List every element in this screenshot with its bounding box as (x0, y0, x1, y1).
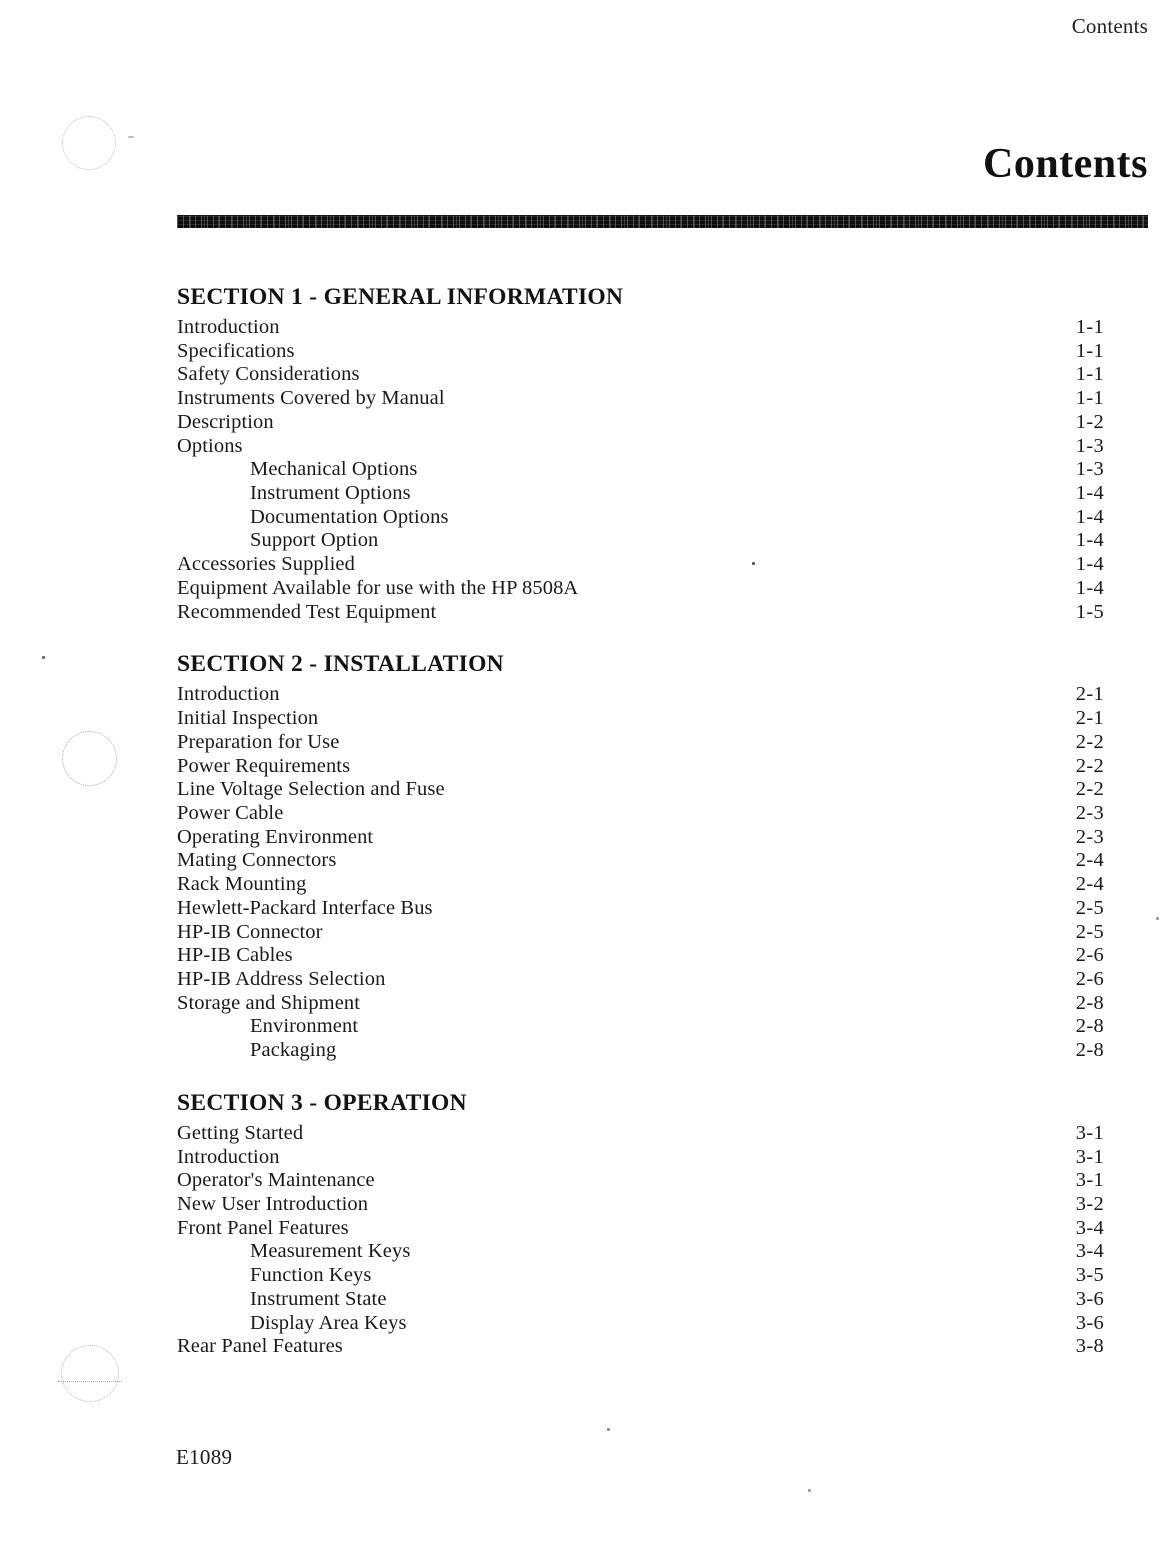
toc-entry-label: Documentation Options (250, 505, 449, 528)
toc-entry-label: Power Cable (177, 801, 284, 824)
toc-entry (177, 1240, 1104, 1264)
section-heading: SECTION 2 - INSTALLATION (177, 651, 504, 678)
toc-entry (177, 944, 1104, 968)
toc-entry-page-number: 2-1 (1075, 683, 1104, 706)
toc-section-2 (177, 651, 1104, 1063)
toc-entry-label: Mechanical Options (250, 458, 418, 481)
toc-entry (177, 849, 1104, 873)
toc-entry (177, 1217, 1104, 1241)
toc-entry-label: Power Requirements (177, 754, 351, 777)
toc-entry-page-number: 1-1 (1075, 387, 1104, 410)
toc-entry-page-number: 2-8 (1075, 991, 1104, 1014)
toc-entry (177, 731, 1104, 755)
toc-entry-label: Instruments Covered by Manual (177, 387, 445, 410)
toc-entry-label: Function Keys (250, 1264, 372, 1287)
toc-entry-page-number: 2-8 (1075, 1015, 1104, 1038)
toc-entry-page-number: 1-1 (1075, 316, 1104, 338)
scan-speck (128, 136, 134, 138)
toc-entry-label: Instrument Options (250, 482, 411, 505)
toc-entry-label: Initial Inspection (177, 707, 319, 730)
footer-document-code: E1089 (176, 1445, 233, 1469)
toc-entry-label: Mating Connectors (177, 849, 337, 872)
toc-entry-page-number: 2-6 (1075, 967, 1104, 990)
toc-entry-label: Accessories Supplied (177, 553, 355, 576)
toc-entry (177, 482, 1104, 506)
toc-entry-label: Environment (250, 1015, 359, 1038)
toc-entry-label: HP-IB Address Selection (177, 967, 386, 990)
toc-entry-label: Line Voltage Selection and Fuse (177, 778, 445, 801)
scan-smudge-bottom-line (58, 1381, 122, 1382)
toc-entry-page-number: 3-2 (1075, 1193, 1104, 1215)
toc-entry-page-number: 2-2 (1075, 754, 1104, 777)
toc-entry-label: HP-IB Connector (177, 920, 323, 943)
scan-speck (1156, 917, 1159, 920)
toc-entry (177, 577, 1104, 601)
toc-entry-label: Options (177, 434, 243, 457)
toc-entry-label: Hewlett-Packard Interface Bus (177, 896, 433, 919)
toc-entry-page-number: 2-4 (1075, 873, 1104, 896)
toc-entry (177, 411, 1104, 435)
toc-entry-page-number: 3-4 (1075, 1216, 1104, 1239)
toc-entry (177, 435, 1104, 459)
title-rule-divider (177, 215, 1148, 228)
toc-entry-page-number: 3-8 (1075, 1335, 1104, 1358)
toc-entry-label: Introduction (177, 316, 280, 338)
running-header-label: Contents (1071, 14, 1148, 38)
toc-entry (177, 778, 1104, 802)
toc-entry (177, 1146, 1104, 1170)
section-heading: SECTION 3 - OPERATION (177, 1089, 467, 1116)
toc-entry-label: New User Introduction (177, 1193, 369, 1215)
toc-entry-label: Operator's Maintenance (177, 1169, 375, 1192)
table-of-contents (177, 284, 1104, 1359)
toc-entry (177, 921, 1104, 945)
toc-entry (177, 1288, 1104, 1312)
toc-entry-label: Specifications (177, 339, 295, 362)
toc-entry-page-number: 2-3 (1075, 825, 1104, 848)
page-title: Contents (982, 141, 1148, 187)
toc-entry-page-number: 3-6 (1075, 1287, 1104, 1310)
toc-entry (177, 683, 1104, 707)
toc-entry-page-number: 1-5 (1075, 600, 1104, 623)
toc-entry-page-number: 3-5 (1075, 1264, 1104, 1287)
toc-entry (177, 553, 1104, 577)
toc-section-1 (177, 284, 1104, 624)
toc-entry-label: Packaging (250, 1039, 337, 1062)
toc-entry-page-number: 1-3 (1075, 458, 1104, 481)
toc-entry-label: Introduction (177, 1145, 280, 1168)
toc-entry (177, 873, 1104, 897)
toc-entry-label: Rack Mounting (177, 873, 307, 896)
toc-entry (177, 1122, 1104, 1146)
toc-entry (177, 1039, 1104, 1063)
scan-smudge-top (62, 116, 116, 170)
toc-entry (177, 1335, 1104, 1359)
toc-entry-label: Safety Considerations (177, 363, 360, 386)
toc-entry-page-number: 2-4 (1075, 849, 1104, 872)
toc-entry-label: Recommended Test Equipment (177, 600, 437, 623)
toc-entry (177, 387, 1104, 411)
scan-speck (752, 562, 755, 565)
toc-entry (177, 1169, 1104, 1193)
toc-entry (177, 601, 1104, 625)
toc-entry-page-number: 1-1 (1075, 339, 1104, 362)
toc-entry (177, 458, 1104, 482)
toc-entry-label: Support Option (250, 529, 379, 552)
toc-entry-page-number: 3-1 (1075, 1145, 1104, 1168)
toc-entry-page-number: 3-6 (1075, 1311, 1104, 1334)
toc-entry-label: Description (177, 410, 274, 433)
toc-entry-label: Measurement Keys (250, 1240, 411, 1263)
toc-section-3 (177, 1090, 1104, 1359)
toc-entry-label: Preparation for Use (177, 730, 340, 753)
toc-entry (177, 506, 1104, 530)
section-heading: SECTION 1 - GENERAL INFORMATION (177, 284, 624, 310)
toc-entry (177, 1193, 1104, 1217)
toc-entry-label: Instrument State (250, 1287, 387, 1310)
toc-entry-label: Rear Panel Features (177, 1335, 343, 1358)
toc-entry-page-number: 2-2 (1075, 730, 1104, 753)
toc-entry (177, 707, 1104, 731)
toc-entry (177, 340, 1104, 364)
toc-entry-page-number: 1-1 (1075, 363, 1104, 386)
toc-entry (177, 992, 1104, 1016)
toc-entry-page-number: 2-6 (1075, 944, 1104, 967)
scan-speck (42, 656, 45, 659)
toc-entry-page-number: 2-1 (1075, 707, 1104, 730)
toc-entry-page-number: 1-2 (1075, 410, 1104, 433)
toc-entry-page-number: 1-4 (1075, 576, 1104, 599)
toc-entry-label: Storage and Shipment (177, 991, 361, 1014)
toc-entry (177, 897, 1104, 921)
scan-smudge-bottom (61, 1345, 119, 1402)
toc-entry-page-number: 1-4 (1075, 505, 1104, 528)
toc-entry-label: Introduction (177, 683, 280, 706)
toc-entry (177, 1015, 1104, 1039)
toc-entry (177, 755, 1104, 779)
toc-entry-page-number: 2-8 (1075, 1039, 1104, 1062)
toc-entry-page-number: 2-5 (1075, 920, 1104, 943)
toc-entry (177, 968, 1104, 992)
toc-entry-label: Operating Environment (177, 825, 374, 848)
toc-entry (177, 802, 1104, 826)
scan-smudge-middle (62, 731, 117, 786)
toc-entry-page-number: 2-5 (1075, 896, 1104, 919)
toc-entry-page-number: 1-4 (1075, 553, 1104, 576)
toc-entry-page-number: 1-4 (1075, 529, 1104, 552)
toc-entry (177, 1312, 1104, 1336)
toc-entry-page-number: 3-1 (1075, 1169, 1104, 1192)
toc-entry-label: Equipment Available for use with the HP 8508A (177, 576, 579, 599)
toc-entry-page-number: 2-3 (1075, 801, 1104, 824)
toc-entry-label: Display Area Keys (250, 1311, 407, 1334)
toc-entry-label: Front Panel Features (177, 1216, 349, 1239)
toc-entry-page-number: 3-4 (1075, 1240, 1104, 1263)
toc-entry (177, 1264, 1104, 1288)
scan-speck (808, 1489, 811, 1492)
toc-entry (177, 529, 1104, 553)
toc-entry-page-number: 1-4 (1075, 482, 1104, 505)
toc-entry-page-number: 3-1 (1075, 1121, 1104, 1144)
toc-entry (177, 363, 1104, 387)
toc-entry (177, 826, 1104, 850)
toc-entry-page-number: 2-2 (1075, 778, 1104, 801)
toc-entry-label: HP-IB Cables (177, 944, 293, 967)
scan-speck (607, 1428, 610, 1431)
toc-entry (177, 316, 1104, 340)
toc-entry-label: Getting Started (177, 1121, 304, 1144)
toc-entry-page-number: 1-3 (1075, 434, 1104, 457)
